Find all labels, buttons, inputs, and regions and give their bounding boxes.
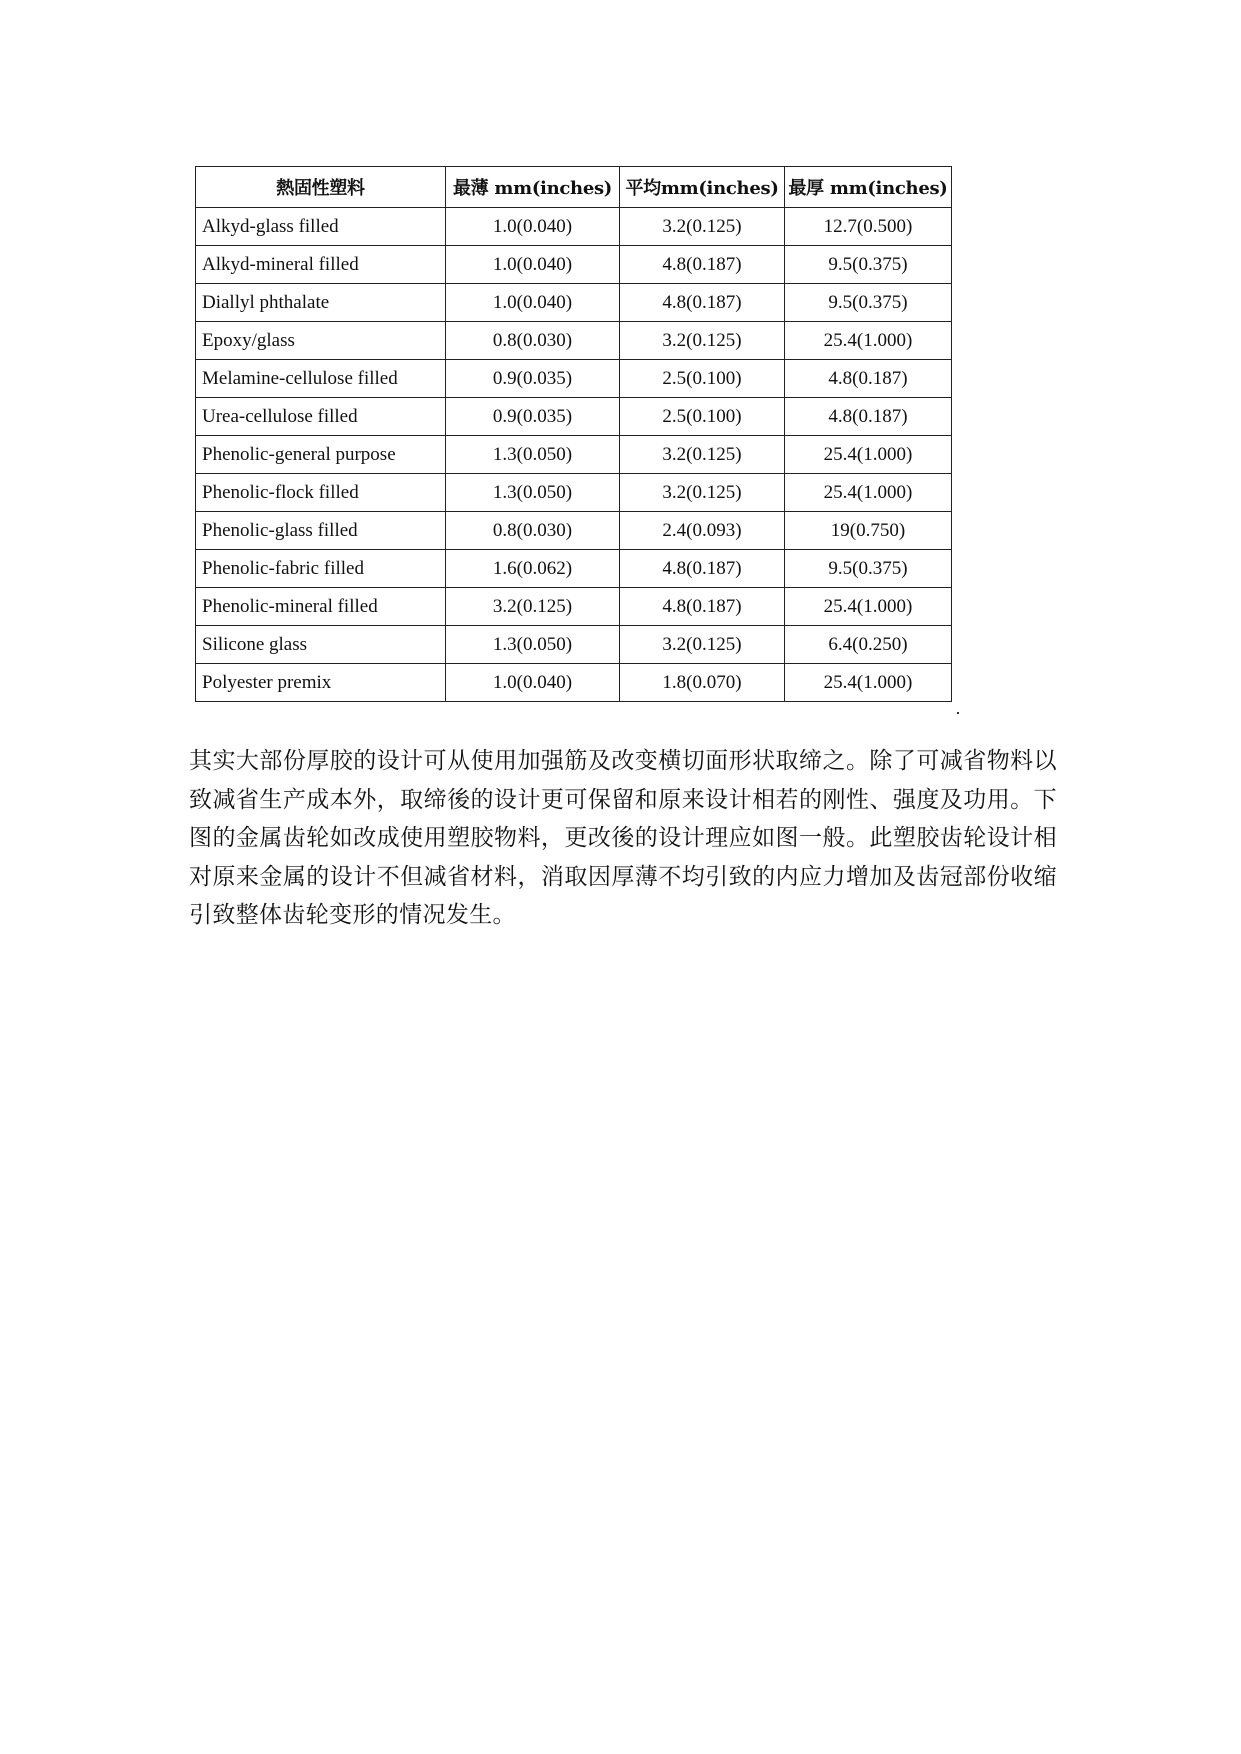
cell-maximum: 4.8(0.187) (785, 398, 952, 436)
table-row (196, 626, 952, 664)
cell-average: 3.2(0.125) (620, 626, 785, 664)
cell-maximum: 6.4(0.250) (785, 626, 952, 664)
cell-minimum: 1.0(0.040) (446, 664, 620, 702)
cell-material: Phenolic-flock filled (196, 474, 446, 512)
table-row (196, 208, 952, 246)
cell-average: 3.2(0.125) (620, 208, 785, 246)
header-maximum: 最厚 mm(inches) (785, 167, 952, 208)
cell-minimum: 3.2(0.125) (446, 588, 620, 626)
cell-minimum: 1.0(0.040) (446, 284, 620, 322)
cell-maximum: 12.7(0.500) (785, 208, 952, 246)
cell-maximum: 9.5(0.375) (785, 246, 952, 284)
cell-maximum: 25.4(1.000) (785, 588, 952, 626)
cell-minimum: 1.3(0.050) (446, 436, 620, 474)
table-row (196, 512, 952, 550)
cell-average: 2.5(0.100) (620, 360, 785, 398)
table-row (196, 322, 952, 360)
table-row (196, 588, 952, 626)
body-paragraph: 其实大部份厚胶的设计可从使用加强筋及改变横切面形状取缔之。除了可减省物料以致减省生产成本外，取缔後的设计更可保留和原来设计相若的刚性、强度及功用。下图的金属齿轮如改成使用塑胶物料，更改後的设计理应如图一般。此塑胶齿轮设计相对原来金属的设计不但减省材料，消取因厚薄不均引致的内应力增加及齿冠部份收缩引致整体齿轮变形的情况发生。 (189, 748, 1057, 928)
table-row (196, 360, 952, 398)
cell-maximum: 25.4(1.000) (785, 474, 952, 512)
cell-average: 2.4(0.093) (620, 512, 785, 550)
cell-material: Phenolic-glass filled (196, 512, 446, 550)
cell-average: 4.8(0.187) (620, 588, 785, 626)
header-material: 熱固性塑料 (196, 167, 446, 208)
cell-average: 2.5(0.100) (620, 398, 785, 436)
cell-maximum: 9.5(0.375) (785, 284, 952, 322)
cell-minimum: 1.3(0.050) (446, 474, 620, 512)
cell-minimum: 1.0(0.040) (446, 208, 620, 246)
cell-material: Phenolic-general purpose (196, 436, 446, 474)
cell-material: Phenolic-fabric filled (196, 550, 446, 588)
cell-maximum: 25.4(1.000) (785, 664, 952, 702)
cell-minimum: 0.9(0.035) (446, 360, 620, 398)
cell-average: 3.2(0.125) (620, 474, 785, 512)
cell-material: Epoxy/glass (196, 322, 446, 360)
stray-dot (957, 712, 959, 714)
cell-minimum: 1.6(0.062) (446, 550, 620, 588)
cell-maximum: 19(0.750) (785, 512, 952, 550)
cell-average: 3.2(0.125) (620, 436, 785, 474)
cell-material: Diallyl phthalate (196, 284, 446, 322)
table-row (196, 284, 952, 322)
cell-maximum: 25.4(1.000) (785, 322, 952, 360)
cell-average: 4.8(0.187) (620, 246, 785, 284)
cell-minimum: 0.9(0.035) (446, 398, 620, 436)
cell-maximum: 25.4(1.000) (785, 436, 952, 474)
table-row (196, 550, 952, 588)
cell-average: 3.2(0.125) (620, 322, 785, 360)
table-header-row (196, 167, 952, 208)
cell-minimum: 0.8(0.030) (446, 512, 620, 550)
table-row (196, 246, 952, 284)
cell-minimum: 0.8(0.030) (446, 322, 620, 360)
header-average: 平均mm(inches) (620, 167, 785, 208)
cell-maximum: 4.8(0.187) (785, 360, 952, 398)
cell-average: 4.8(0.187) (620, 284, 785, 322)
cell-minimum: 1.0(0.040) (446, 246, 620, 284)
wall-thickness-table (195, 166, 952, 702)
table-row (196, 436, 952, 474)
header-minimum: 最薄 mm(inches) (446, 167, 620, 208)
cell-average: 1.8(0.070) (620, 664, 785, 702)
cell-material: Silicone glass (196, 626, 446, 664)
cell-material: Urea-cellulose filled (196, 398, 446, 436)
cell-material: Polyester premix (196, 664, 446, 702)
cell-minimum: 1.3(0.050) (446, 626, 620, 664)
table-row (196, 474, 952, 512)
cell-material: Phenolic-mineral filled (196, 588, 446, 626)
cell-material: Alkyd-mineral filled (196, 246, 446, 284)
table-row (196, 398, 952, 436)
table-row (196, 664, 952, 702)
cell-material: Alkyd-glass filled (196, 208, 446, 246)
cell-material: Melamine-cellulose filled (196, 360, 446, 398)
cell-maximum: 9.5(0.375) (785, 550, 952, 588)
cell-average: 4.8(0.187) (620, 550, 785, 588)
